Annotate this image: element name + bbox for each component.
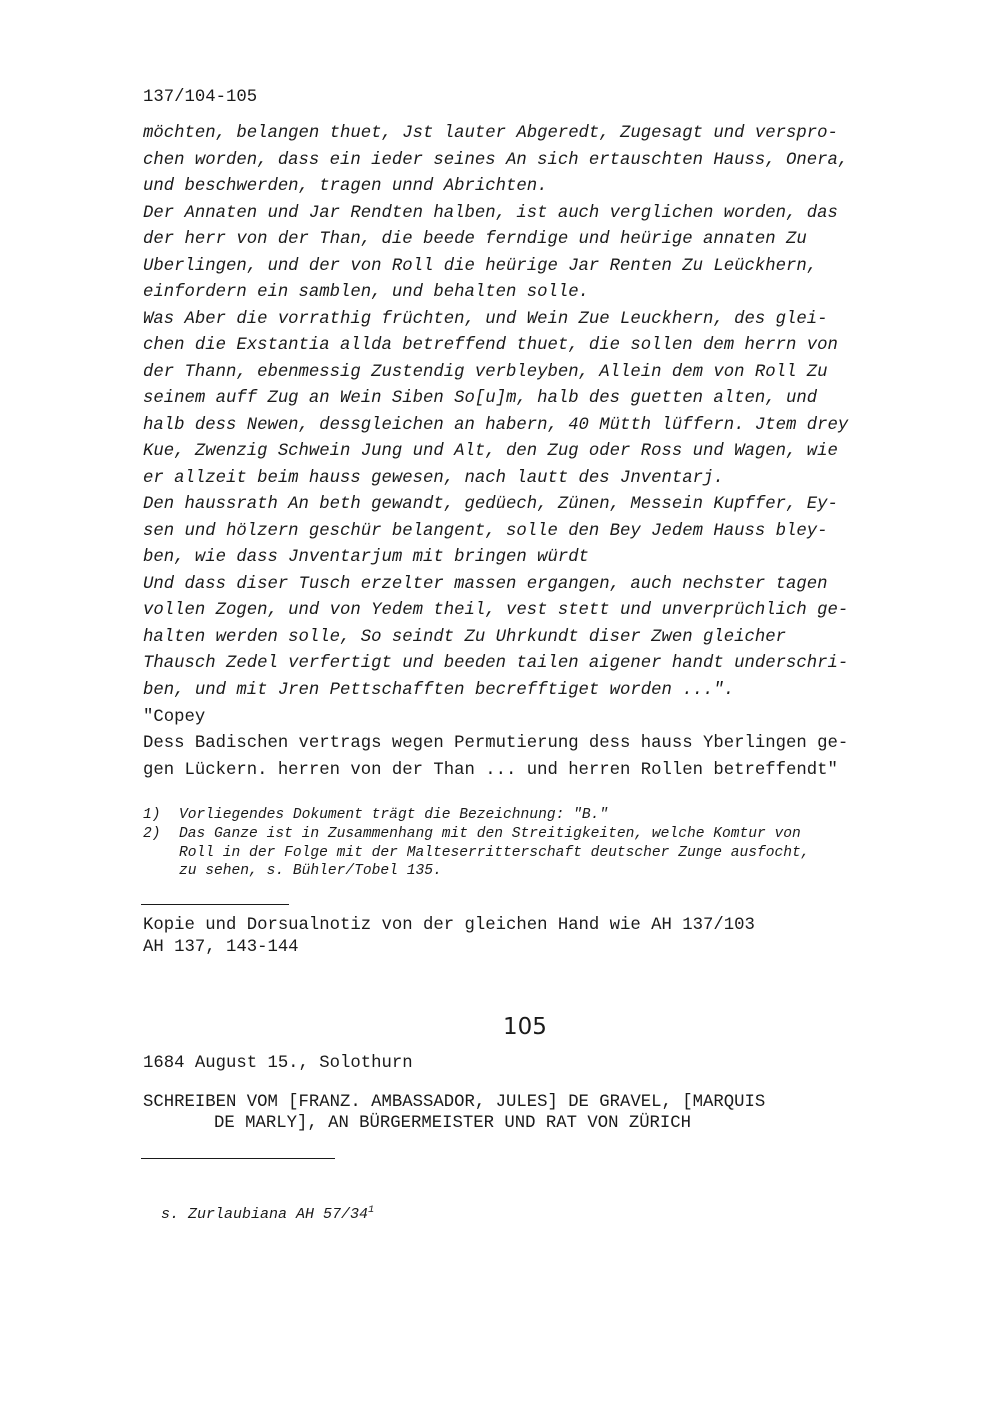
archive-reference: AH 137, 143-144: [143, 938, 299, 957]
body-line: der Thann, ebenmessig Zustendig verbleyben, Allein dem von Roll Zu: [143, 363, 828, 382]
body-line: chen die Exstantia allda betreffend thuet, die sollen dem herrn von: [143, 336, 838, 355]
document-title: SCHREIBEN VOM [FRANZ. AMBASSADOR, JULES] DE GRAVEL, [MARQUIS: [143, 1093, 766, 1112]
document-title-continued: DE MARLY], AN BÜRGERMEISTER UND RAT VON ZÜRICH: [214, 1114, 692, 1133]
body-line: er allzeit beim hauss gewesen, nach lautt des Jnventarj.: [143, 469, 724, 488]
body-line: gen Lückern. herren von der Than ... und herren Rollen betreffendt": [143, 761, 838, 780]
document-date-place: 1684 August 15., Solothurn: [143, 1054, 413, 1073]
body-line: Uberlingen, und der von Roll die heürige Jar Renten Zu Leückhern,: [143, 257, 818, 276]
body-line: Thausch Zedel verfertigt und beeden tailen aigener handt underschri-: [143, 654, 849, 673]
body-line: Dess Badischen vertrags wegen Permutierung dess hauss Yberlingen ge-: [143, 734, 849, 753]
body-line: Und dass diser Tusch erzelter massen ergangen, auch nechster tagen: [143, 575, 828, 594]
footnote-text: zu sehen, s. Bühler/Tobel 135.: [179, 863, 442, 879]
body-line: ben, wie dass Jnventarjum mit bringen würdt: [143, 548, 589, 567]
body-line: Der Annaten und Jar Rendten halben, ist auch verglichen worden, das: [143, 204, 838, 223]
footnote-number: 1): [143, 807, 161, 823]
footnote-text: Das Ganze ist in Zusammenhang mit den Streitigkeiten, welche Komtur von: [179, 826, 801, 842]
page-reference: 137/104-105: [143, 88, 258, 107]
body-line: einfordern ein samblen, und behalten solle.: [143, 283, 589, 302]
source-note: Kopie und Dorsualnotiz von der gleichen Hand wie AH 137/103: [143, 916, 755, 935]
document-number: 105: [503, 1014, 547, 1040]
footnote-number: 2): [143, 826, 161, 842]
body-line: und beschwerden, tragen unnd Abrichten.: [143, 177, 548, 196]
body-line: halten werden solle, So seindt Zu Uhrkundt diser Zwen gleicher: [143, 628, 786, 647]
reference-text: s. Zurlaubiana AH 57/34: [161, 1206, 369, 1223]
body-line: der herr von der Than, die beede ferndige und heürige annaten Zu: [143, 230, 807, 249]
body-line: sen und hölzern geschür belangent, solle den Bey Jedem Hauss bley-: [143, 522, 828, 541]
body-line: möchten, belangen thuet, Jst lauter Abgeredt, Zugesagt und verspro-: [143, 124, 838, 143]
body-line: seinem auff Zug an Wein Siben So[u]m, halb des guetten alten, und: [143, 389, 818, 408]
document-reference: [143, 1188, 374, 1223]
footnote-text: Roll in der Folge mit der Malteserritterschaft deutscher Zunge ausfocht,: [179, 845, 810, 861]
body-line: "Copey: [143, 708, 206, 727]
body-line: chen worden, dass ein ieder seines An sich ertauschten Hauss, Onera,: [143, 151, 849, 170]
divider: [141, 904, 289, 905]
footnote-marker: 1: [368, 1205, 375, 1216]
body-line: vollen Zogen, und von Yedem theil, vest stett und unverprüchlich ge-: [143, 601, 849, 620]
body-line: ben, und mit Jren Pettschafften becrefftiget worden ...".: [143, 681, 735, 700]
body-line: halb dess Newen, dessgleichen an habern, 40 Mütth lüffern. Jtem drey: [143, 416, 849, 435]
body-line: Kue, Zwenzig Schwein Jung und Alt, den Zug oder Ross und Wagen, wie: [143, 442, 838, 461]
divider: [141, 1158, 335, 1159]
body-line: Den haussrath An beth gewandt, gedüech, Zünen, Messein Kupffer, Ey-: [143, 495, 838, 514]
footnote-text: Vorliegendes Dokument trägt die Bezeichnung: "B.": [179, 807, 609, 823]
body-line: Was Aber die vorrathig früchten, und Wein Zue Leuckhern, des glei-: [143, 310, 828, 329]
